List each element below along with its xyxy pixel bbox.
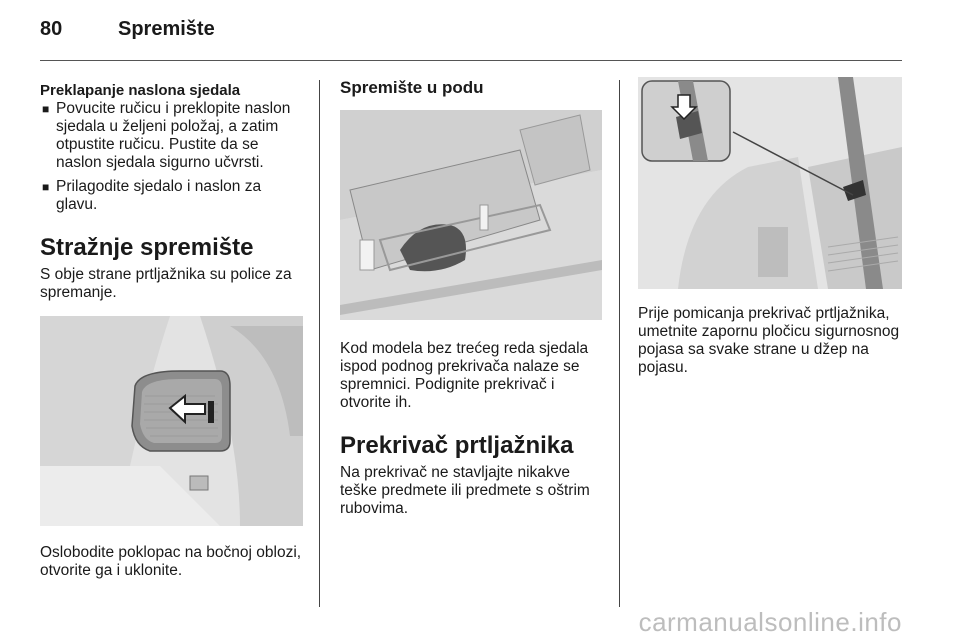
load-cover-text: Na prekrivač ne stavljajte nikakve teške predmete ili predmete s oštrim rubovima. — [340, 464, 590, 517]
watermark-text: carmanualsonline.info — [638, 607, 902, 637]
column-right — [638, 72, 902, 376]
column-divider — [619, 80, 620, 607]
subheading-seat-fold: Preklapanje naslona sjedala — [40, 82, 241, 99]
seat-belt-illustration — [638, 77, 902, 289]
header-rule — [40, 60, 902, 61]
column-divider — [319, 80, 320, 607]
seat-belt-text: Prije pomicanja prekrivač prtljažnika, umetnite zapornu pločicu sigurnosnog pojasa sa svake strane u džep na pojasu. — [638, 305, 900, 376]
heading-floor-storage: Spremište u podu — [340, 78, 484, 97]
floor-storage-text: Kod modela bez trećeg reda sjedala ispod podnog prekrivača nalaze se spremnici. Podignite prekrivač i otvorite ih. — [340, 340, 589, 411]
page-header — [40, 18, 215, 48]
list-item-text: Prilagodite sjedalo i naslon za glavu. — [56, 178, 262, 213]
column-left — [40, 72, 305, 580]
bullet-icon: ■ — [42, 180, 50, 194]
page-number: 80 — [40, 18, 63, 40]
floor-storage-illustration — [340, 110, 602, 320]
list-item — [40, 178, 305, 214]
section-title: Spremište — [118, 18, 215, 40]
list-item — [40, 100, 305, 172]
list-item-text: Povucite ručicu i preklopite naslon sjedala u željeni položaj, a zatim otpustite ručicu. Pustite da se naslon sjedala sigurno učvrsti. — [56, 100, 291, 171]
instruction-list — [40, 100, 305, 214]
column-middle — [340, 72, 605, 518]
figure-caption: Oslobodite poklopac na bočnoj oblozi, otvorite ga i uklonite. — [40, 544, 302, 579]
heading-rear-storage: Stražnje spremište — [40, 234, 254, 261]
rear-storage-intro: S obje strane prtljažnika su police za spremanje. — [40, 266, 292, 301]
heading-load-cover: Prekrivač prtljažnika — [340, 432, 574, 459]
bullet-icon: ■ — [42, 102, 50, 116]
side-panel-cover-illustration — [40, 316, 303, 526]
